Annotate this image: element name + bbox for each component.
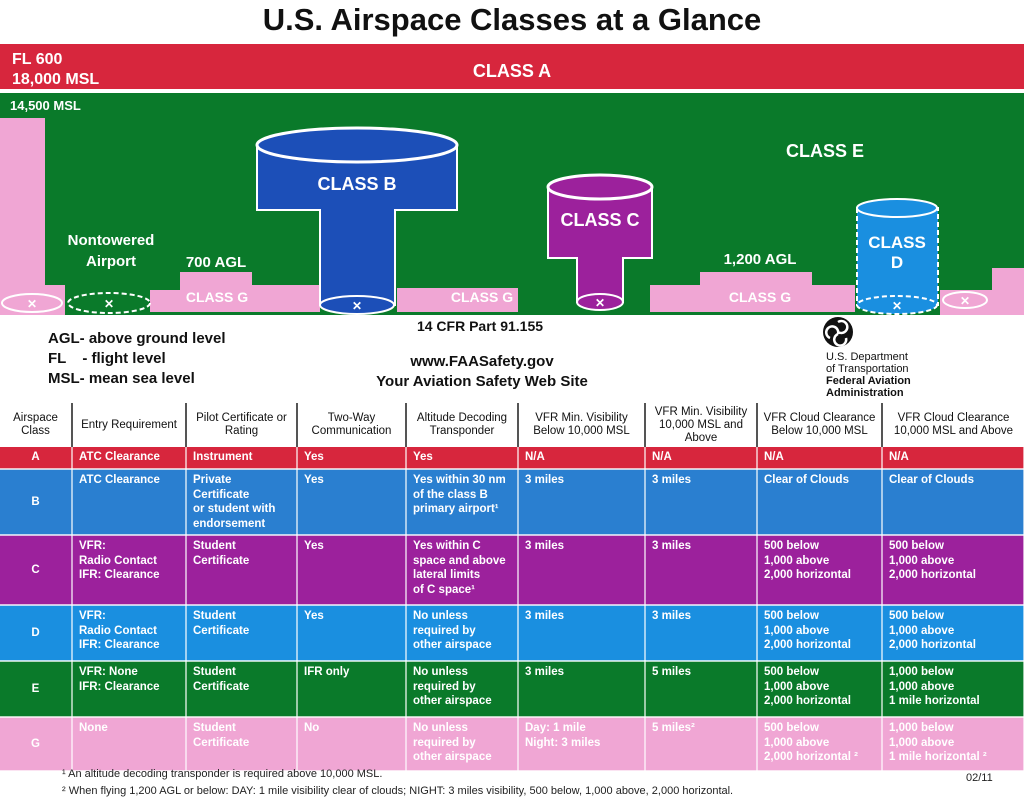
- table-cell: 500 below 1,000 above 2,000 horizontal: [757, 605, 882, 661]
- class-cell: G: [0, 717, 72, 771]
- table-cell: 500 below 1,000 above 2,000 horizontal: [757, 535, 882, 605]
- table-cell: Clear of Clouds: [882, 469, 1024, 535]
- msl18000-label: 18,000 MSL: [12, 71, 100, 88]
- table-cell: Student Certificate: [186, 535, 297, 605]
- dot-line-4: Administration: [826, 387, 904, 399]
- legend-item: FL - flight level: [48, 350, 166, 367]
- table-cell: 3 miles: [645, 469, 757, 535]
- table-cell: 3 miles: [645, 605, 757, 661]
- footnote-1: ¹ An altitude decoding transponder is required above 10,000 MSL.: [62, 768, 383, 780]
- dot-line-2: of Transportation: [826, 363, 909, 375]
- table-row: [0, 535, 1024, 605]
- table-cell: 1,000 below 1,000 above 1 mile horizontal ²: [882, 717, 1024, 771]
- agl1200-label: 1,200 AGL: [723, 251, 797, 268]
- column-header: Altitude Decoding Transponder: [406, 403, 518, 447]
- table-cell: Student Certificate: [186, 661, 297, 717]
- table-cell: 3 miles: [518, 535, 645, 605]
- table-cell: 5 miles: [645, 661, 757, 717]
- table-cell: ATC Clearance: [72, 469, 186, 535]
- table-cell: No unless required by other airspace: [406, 605, 518, 661]
- table-cell: 1,000 below 1,000 above 1 mile horizontal: [882, 661, 1024, 717]
- table-row: [0, 661, 1024, 717]
- svg-text:✕: ✕: [351, 299, 363, 313]
- table-cell: Yes: [297, 535, 406, 605]
- table-cell: 3 miles: [645, 535, 757, 605]
- table-cell: 3 miles: [518, 469, 645, 535]
- svg-text:✕: ✕: [891, 299, 903, 313]
- class-g-label: CLASS G: [450, 289, 514, 305]
- msl14500-label: 14,500 MSL: [10, 98, 81, 113]
- table-cell: Yes within 30 nm of the class B primary airport¹: [406, 469, 518, 535]
- legend-item: AGL- above ground level: [48, 330, 226, 347]
- table-cell: 3 miles: [518, 661, 645, 717]
- class-e-label: CLASS E: [785, 141, 865, 161]
- class-g-label: CLASS G: [728, 289, 792, 305]
- legend-item: MSL- mean sea level: [48, 370, 195, 387]
- table-cell: Student Certificate: [186, 605, 297, 661]
- column-header: Pilot Certificate or Rating: [186, 403, 297, 447]
- table-row: [0, 717, 1024, 771]
- table-cell: Yes: [297, 605, 406, 661]
- table-cell: N/A: [645, 447, 757, 469]
- column-header: Entry Requirement: [72, 403, 186, 447]
- class-b-label: CLASS B: [317, 174, 397, 194]
- table-cell: ATC Clearance: [72, 447, 186, 469]
- column-header: VFR Min. Visibility Below 10,000 MSL: [518, 403, 645, 447]
- table-cell: VFR: Radio Contact IFR: Clearance: [72, 605, 186, 661]
- table-cell: None: [72, 717, 186, 771]
- table-cell: 3 miles: [518, 605, 645, 661]
- table-cell: N/A: [882, 447, 1024, 469]
- airspace-table: [0, 403, 1024, 772]
- table-cell: Instrument: [186, 447, 297, 469]
- table-row: [0, 469, 1024, 535]
- table-cell: No unless required by other airspace: [406, 717, 518, 771]
- class-cell: E: [0, 661, 72, 717]
- table-cell: No: [297, 717, 406, 771]
- table-cell: Student Certificate: [186, 717, 297, 771]
- class-d-label-2: D: [890, 253, 904, 272]
- column-header: Two-Way Communication: [297, 403, 406, 447]
- table-cell: Yes: [406, 447, 518, 469]
- cfr-label: 14 CFR Part 91.155: [416, 318, 544, 334]
- table-cell: IFR only: [297, 661, 406, 717]
- column-header: VFR Cloud Clearance Below 10,000 MSL: [757, 403, 882, 447]
- table-row: [0, 447, 1024, 469]
- table-cell: No unless required by other airspace: [406, 661, 518, 717]
- agl700-label: 700 AGL: [185, 254, 247, 271]
- class-cell: A: [0, 447, 72, 469]
- website-link[interactable]: www.FAASafety.gov: [410, 353, 554, 370]
- nontowered-label-2: Airport: [86, 253, 136, 270]
- column-header: Airspace Class: [0, 403, 72, 447]
- dot-line-3: Federal Aviation: [826, 375, 911, 387]
- footnote-2: ² When flying 1,200 AGL or below: DAY: 1 mile visibility clear of clouds; NIGHT: 3 miles visibility, 500 below, 1,000 above, 2,000 horizontal.: [62, 785, 734, 797]
- fl600-label: FL 600: [12, 51, 63, 68]
- table-cell: N/A: [757, 447, 882, 469]
- table-cell: VFR: Radio Contact IFR: Clearance: [72, 535, 186, 605]
- class-a-label: CLASS A: [472, 61, 552, 81]
- class-d-label-1: CLASS: [868, 233, 926, 252]
- table-cell: VFR: None IFR: Clearance: [72, 661, 186, 717]
- class-cell: C: [0, 535, 72, 605]
- table-cell: 500 below 1,000 above 2,000 horizontal: [882, 605, 1024, 661]
- column-header: VFR Min. Visibility 10,000 MSL and Above: [645, 403, 757, 447]
- table-cell: 5 miles²: [645, 717, 757, 771]
- column-header: VFR Cloud Clearance 10,000 MSL and Above: [882, 403, 1024, 447]
- class-cell: D: [0, 605, 72, 661]
- svg-text:✕: ✕: [103, 297, 115, 311]
- website-subtitle: Your Aviation Safety Web Site: [376, 373, 588, 390]
- svg-text:✕: ✕: [26, 297, 38, 311]
- table-cell: N/A: [518, 447, 645, 469]
- class-g-label: CLASS G: [185, 289, 249, 305]
- table-cell: 500 below 1,000 above 2,000 horizontal ²: [757, 717, 882, 771]
- table-cell: 500 below 1,000 above 2,000 horizontal: [757, 661, 882, 717]
- table-cell: Yes within C space and above lateral limits of C space¹: [406, 535, 518, 605]
- svg-text:✕: ✕: [594, 296, 606, 310]
- svg-text:✕: ✕: [959, 294, 971, 308]
- table-cell: Day: 1 mile Night: 3 miles: [518, 717, 645, 771]
- class-c-label: CLASS C: [560, 210, 640, 230]
- dot-logo-icon: [823, 317, 853, 347]
- table-cell: Yes: [297, 469, 406, 535]
- table-cell: 500 below 1,000 above 2,000 horizontal: [882, 535, 1024, 605]
- nontowered-label-1: Nontowered: [67, 232, 155, 249]
- revision-date: 02/11: [966, 772, 993, 784]
- page-title: U.S. Airspace Classes at a Glance: [262, 2, 762, 37]
- table-cell: Clear of Clouds: [757, 469, 882, 535]
- table-cell: Yes: [297, 447, 406, 469]
- dot-line-1: U.S. Department: [826, 351, 908, 363]
- table-cell: Private Certificate or student with endorsement: [186, 469, 297, 535]
- class-cell: B: [0, 469, 72, 535]
- table-row: [0, 605, 1024, 661]
